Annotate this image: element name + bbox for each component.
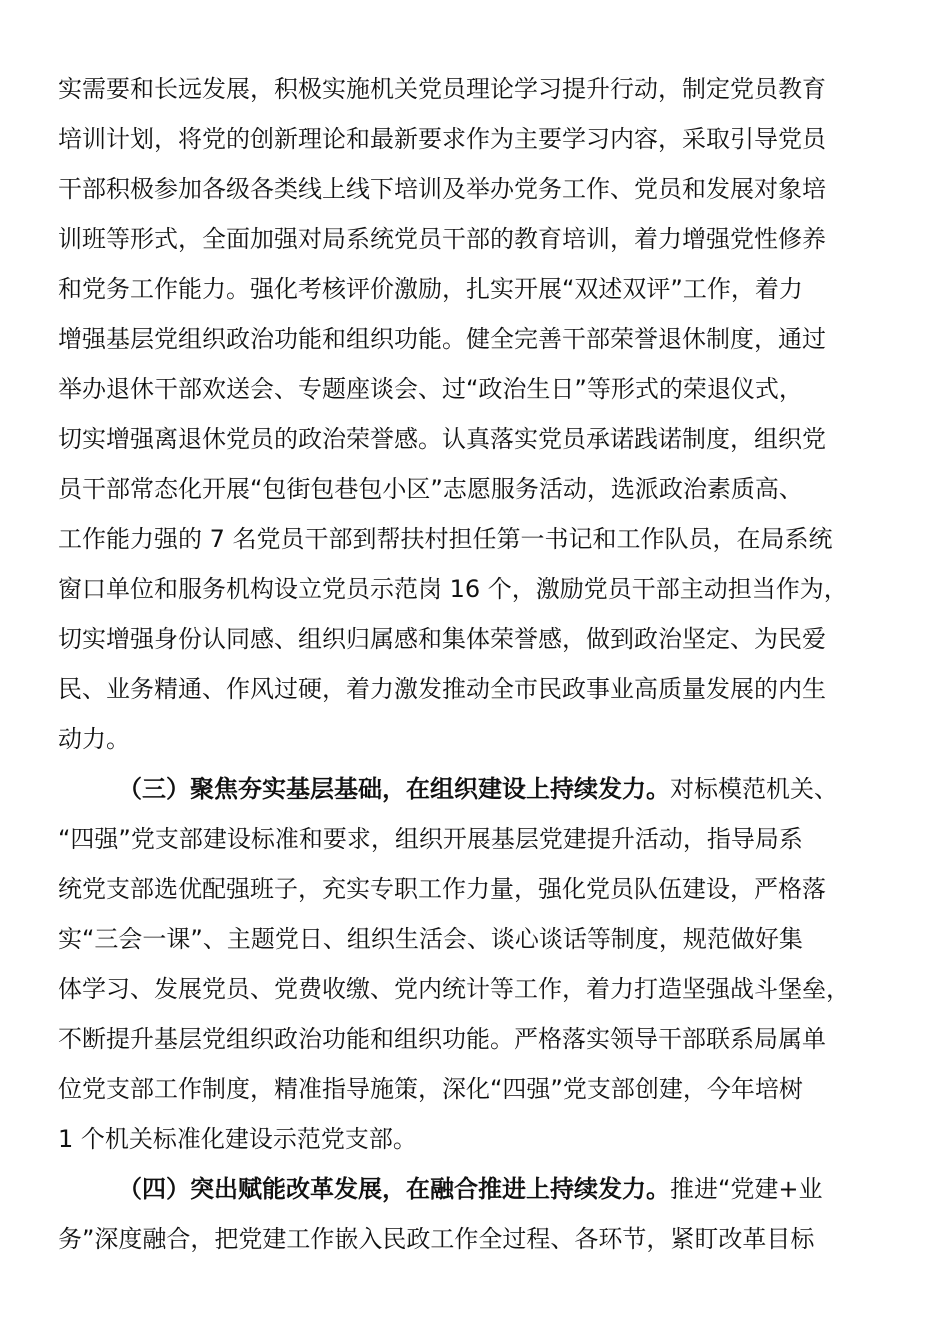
text-line: 实需要和长远发展，积极实施机关党员理论学习提升行动，制定党员教育 xyxy=(58,75,826,103)
section-heading-line xyxy=(58,1164,878,1214)
section-heading-line xyxy=(58,764,878,814)
text-line: 干部积极参加各级各类线上线下培训及举办党务工作、党员和发展对象培 xyxy=(58,175,826,203)
text-line: 训班等形式，全面加强对局系统党员干部的教育培训，着力增强党性修养 xyxy=(58,225,826,253)
section-heading: （四）突出赋能改革发展，在融合推进上持续发力。 xyxy=(118,1175,670,1203)
text-line: 员干部常态化开展“包街包巷包小区”志愿服务活动，选派政治素质高、 xyxy=(58,475,803,503)
text-line: 切实增强离退休党员的政治荣誉感。认真落实党员承诺践诺制度，组织党 xyxy=(58,425,826,453)
text-line: 实“三会一课”、主题党日、组织生活会、谈心谈话等制度，规范做好集 xyxy=(58,925,803,953)
text-line: 务”深度融合，把党建工作嵌入民政工作全过程、各环节，紧盯改革目标 xyxy=(58,1225,815,1253)
section-heading-continuation: 推进“党建+业 xyxy=(670,1175,823,1203)
body-text xyxy=(58,64,878,1264)
text-line: 民、业务精通、作风过硬，着力激发推动全市民政事业高质量发展的内生 xyxy=(58,675,826,703)
text-line: 统党支部选优配强班子，充实专职工作力量，强化党员队伍建设，严格落 xyxy=(58,875,826,903)
text-line: 不断提升基层党组织政治功能和组织功能。严格落实领导干部联系局属单 xyxy=(58,1025,826,1053)
text-line: 窗口单位和服务机构设立党员示范岗 16 个，激励党员干部主动担当作为， xyxy=(58,575,848,603)
text-line: 工作能力强的 7 名党员干部到帮扶村担任第一书记和工作队员，在局系统 xyxy=(58,525,833,553)
text-line: “四强”党支部建设标准和要求，组织开展基层党建提升活动，指导局系 xyxy=(58,825,803,853)
section-heading: （三）聚焦夯实基层基础，在组织建设上持续发力。 xyxy=(118,775,670,803)
text-line: 和党务工作能力。强化考核评价激励，扎实开展“双述双评”工作，着力 xyxy=(58,275,803,303)
text-line: 体学习、发展党员、党费收缴、党内统计等工作，着力打造坚强战斗堡垒， xyxy=(58,975,850,1003)
text-line: 增强基层党组织政治功能和组织功能。健全完善干部荣誉退休制度，通过 xyxy=(58,325,826,353)
text-line: 举办退休干部欢送会、专题座谈会、过“政治生日”等形式的荣退仪式， xyxy=(58,375,803,403)
text-line: 培训计划，将党的创新理论和最新要求作为主要学习内容，采取引导党员 xyxy=(58,125,826,153)
text-line: 位党支部工作制度，精准指导施策，深化“四强”党支部创建，今年培树 xyxy=(58,1075,803,1103)
text-line: 切实增强身份认同感、组织归属感和集体荣誉感，做到政治坚定、为民爱 xyxy=(58,625,826,653)
text-line: 动力。 xyxy=(58,725,130,753)
text-line: 1 个机关标准化建设示范党支部。 xyxy=(58,1125,417,1153)
section-heading-continuation: 对标模范机关、 xyxy=(670,775,838,803)
